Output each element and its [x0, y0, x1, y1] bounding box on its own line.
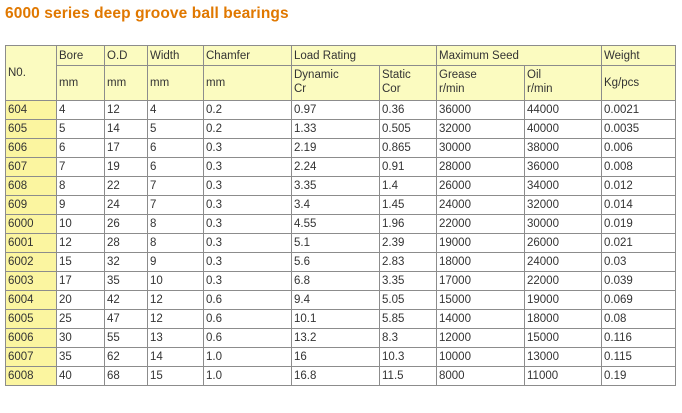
cell-dynamic: 4.55: [292, 215, 380, 234]
subheader-row: [6, 66, 676, 101]
cell-od: 42: [105, 291, 148, 310]
table-row: [6, 310, 676, 329]
cell-od: 26: [105, 215, 148, 234]
cell-bore: 8: [57, 177, 105, 196]
cell-no: 608: [6, 177, 57, 196]
cell-od: 14: [105, 120, 148, 139]
cell-width: 13: [148, 329, 204, 348]
cell-chamfer: 0.6: [204, 310, 292, 329]
cell-chamfer: 0.3: [204, 234, 292, 253]
cell-oil: 44000: [525, 101, 602, 120]
cell-chamfer: 0.2: [204, 120, 292, 139]
cell-bore: 20: [57, 291, 105, 310]
oil-header: [525, 66, 602, 101]
cell-grease: 14000: [437, 310, 525, 329]
cell-chamfer: 0.2: [204, 101, 292, 120]
cell-bore: 7: [57, 158, 105, 177]
col-header-chamfer: Chamfer: [204, 46, 292, 66]
col-header-od: O.D: [105, 46, 148, 66]
cell-width: 12: [148, 291, 204, 310]
cell-bore: 25: [57, 310, 105, 329]
table-row: [6, 120, 676, 139]
cell-chamfer: 0.3: [204, 158, 292, 177]
static-label: Static: [382, 69, 411, 81]
bore-unit: mm: [57, 66, 105, 101]
cell-chamfer: 0.3: [204, 139, 292, 158]
cell-od: 17: [105, 139, 148, 158]
cell-chamfer: 1.0: [204, 367, 292, 386]
cell-static: 0.91: [380, 158, 437, 177]
table-row: [6, 367, 676, 386]
cell-dynamic: 6.8: [292, 272, 380, 291]
cell-weight: 0.116: [602, 329, 676, 348]
cell-dynamic: 3.4: [292, 196, 380, 215]
cell-static: 5.85: [380, 310, 437, 329]
cell-bore: 6: [57, 139, 105, 158]
cell-dynamic: 16.8: [292, 367, 380, 386]
cell-weight: 0.08: [602, 310, 676, 329]
cell-grease: 12000: [437, 329, 525, 348]
cell-width: 12: [148, 310, 204, 329]
cell-chamfer: 0.3: [204, 272, 292, 291]
cell-chamfer: 0.3: [204, 177, 292, 196]
cell-no: 6003: [6, 272, 57, 291]
table-row: [6, 234, 676, 253]
cell-no: 6006: [6, 329, 57, 348]
cell-static: 0.865: [380, 139, 437, 158]
table-row: [6, 348, 676, 367]
col-header-max-speed: Maximum Seed: [437, 46, 602, 66]
cell-bore: 9: [57, 196, 105, 215]
table-row: [6, 177, 676, 196]
oil-unit: r/min: [527, 83, 553, 95]
cell-weight: 0.115: [602, 348, 676, 367]
cell-od: 35: [105, 272, 148, 291]
cell-width: 4: [148, 101, 204, 120]
cell-oil: 11000: [525, 367, 602, 386]
cell-static: 1.96: [380, 215, 437, 234]
cell-static: 5.05: [380, 291, 437, 310]
cell-dynamic: 3.35: [292, 177, 380, 196]
cell-oil: 36000: [525, 158, 602, 177]
cell-od: 62: [105, 348, 148, 367]
cell-grease: 36000: [437, 101, 525, 120]
cell-chamfer: 0.3: [204, 253, 292, 272]
cell-grease: 18000: [437, 253, 525, 272]
cell-weight: 0.014: [602, 196, 676, 215]
cell-od: 28: [105, 234, 148, 253]
table-row: [6, 215, 676, 234]
cell-oil: 34000: [525, 177, 602, 196]
grease-unit: r/min: [439, 83, 465, 95]
cell-grease: 26000: [437, 177, 525, 196]
cell-width: 10: [148, 272, 204, 291]
cell-no: 6001: [6, 234, 57, 253]
static-header: [380, 66, 437, 101]
cell-dynamic: 16: [292, 348, 380, 367]
cell-width: 5: [148, 120, 204, 139]
cell-dynamic: 0.97: [292, 101, 380, 120]
cell-dynamic: 2.19: [292, 139, 380, 158]
cell-weight: 0.006: [602, 139, 676, 158]
col-header-width: Width: [148, 46, 204, 66]
cell-bore: 40: [57, 367, 105, 386]
cell-static: 1.45: [380, 196, 437, 215]
cell-weight: 0.008: [602, 158, 676, 177]
dynamic-label: Dynamic: [294, 69, 339, 81]
cell-no: 6004: [6, 291, 57, 310]
table-row: [6, 101, 676, 120]
cell-oil: 38000: [525, 139, 602, 158]
cell-grease: 24000: [437, 196, 525, 215]
cell-width: 8: [148, 215, 204, 234]
cell-no: 605: [6, 120, 57, 139]
cell-bore: 15: [57, 253, 105, 272]
cell-width: 9: [148, 253, 204, 272]
cell-no: 604: [6, 101, 57, 120]
cell-od: 12: [105, 101, 148, 120]
cell-bore: 35: [57, 348, 105, 367]
cell-od: 24: [105, 196, 148, 215]
col-header-no: N0.: [6, 46, 57, 101]
cell-grease: 10000: [437, 348, 525, 367]
table-row: [6, 158, 676, 177]
cell-weight: 0.0035: [602, 120, 676, 139]
table-row: [6, 291, 676, 310]
cell-grease: 30000: [437, 139, 525, 158]
cell-dynamic: 5.1: [292, 234, 380, 253]
table-row: [6, 253, 676, 272]
cell-static: 8.3: [380, 329, 437, 348]
cell-dynamic: 5.6: [292, 253, 380, 272]
cell-od: 19: [105, 158, 148, 177]
cell-chamfer: 0.3: [204, 215, 292, 234]
cell-no: 6000: [6, 215, 57, 234]
cell-oil: 22000: [525, 272, 602, 291]
cell-no: 606: [6, 139, 57, 158]
chamfer-unit: mm: [204, 66, 292, 101]
dynamic-header: [292, 66, 380, 101]
cell-grease: 15000: [437, 291, 525, 310]
od-unit: mm: [105, 66, 148, 101]
cell-chamfer: 0.3: [204, 196, 292, 215]
cell-grease: 8000: [437, 367, 525, 386]
cell-dynamic: 9.4: [292, 291, 380, 310]
cell-grease: 19000: [437, 234, 525, 253]
cell-chamfer: 0.6: [204, 329, 292, 348]
cell-width: 8: [148, 234, 204, 253]
static-symbol: Cor: [382, 83, 401, 95]
cell-weight: 0.039: [602, 272, 676, 291]
cell-dynamic: 13.2: [292, 329, 380, 348]
width-unit: mm: [148, 66, 204, 101]
cell-oil: 15000: [525, 329, 602, 348]
cell-oil: 26000: [525, 234, 602, 253]
cell-no: 607: [6, 158, 57, 177]
cell-oil: 30000: [525, 215, 602, 234]
cell-oil: 13000: [525, 348, 602, 367]
cell-static: 11.5: [380, 367, 437, 386]
cell-od: 47: [105, 310, 148, 329]
cell-od: 55: [105, 329, 148, 348]
cell-width: 14: [148, 348, 204, 367]
cell-weight: 0.012: [602, 177, 676, 196]
cell-oil: 24000: [525, 253, 602, 272]
cell-bore: 10: [57, 215, 105, 234]
cell-od: 32: [105, 253, 148, 272]
cell-static: 0.505: [380, 120, 437, 139]
weight-unit: Kg/pcs: [602, 66, 676, 101]
grease-header: [437, 66, 525, 101]
cell-grease: 17000: [437, 272, 525, 291]
cell-bore: 30: [57, 329, 105, 348]
cell-bore: 17: [57, 272, 105, 291]
cell-width: 7: [148, 177, 204, 196]
table-row: [6, 139, 676, 158]
cell-dynamic: 2.24: [292, 158, 380, 177]
cell-weight: 0.03: [602, 253, 676, 272]
grease-label: Grease: [439, 69, 477, 81]
dynamic-symbol: Cr: [294, 83, 307, 95]
cell-width: 6: [148, 139, 204, 158]
cell-width: 7: [148, 196, 204, 215]
cell-static: 3.35: [380, 272, 437, 291]
table-row: [6, 329, 676, 348]
cell-grease: 32000: [437, 120, 525, 139]
page-title: 6000 series deep groove ball bearings: [5, 5, 289, 22]
cell-oil: 18000: [525, 310, 602, 329]
cell-weight: 0.021: [602, 234, 676, 253]
cell-no: 6005: [6, 310, 57, 329]
cell-weight: 0.19: [602, 367, 676, 386]
table-row: [6, 272, 676, 291]
cell-bore: 12: [57, 234, 105, 253]
cell-no: 6007: [6, 348, 57, 367]
table-row: [6, 196, 676, 215]
cell-bore: 5: [57, 120, 105, 139]
cell-dynamic: 1.33: [292, 120, 380, 139]
cell-weight: 0.069: [602, 291, 676, 310]
oil-label: Oil: [527, 69, 542, 81]
cell-weight: 0.0021: [602, 101, 676, 120]
cell-no: 6002: [6, 253, 57, 272]
cell-oil: 19000: [525, 291, 602, 310]
cell-grease: 28000: [437, 158, 525, 177]
cell-static: 2.39: [380, 234, 437, 253]
cell-od: 68: [105, 367, 148, 386]
cell-static: 0.36: [380, 101, 437, 120]
cell-static: 10.3: [380, 348, 437, 367]
cell-chamfer: 0.6: [204, 291, 292, 310]
cell-static: 1.4: [380, 177, 437, 196]
col-header-load-rating: Load Rating: [292, 46, 437, 66]
cell-od: 22: [105, 177, 148, 196]
cell-static: 2.83: [380, 253, 437, 272]
cell-chamfer: 1.0: [204, 348, 292, 367]
cell-dynamic: 10.1: [292, 310, 380, 329]
header-row: [6, 46, 676, 66]
cell-bore: 4: [57, 101, 105, 120]
cell-weight: 0.019: [602, 215, 676, 234]
col-header-weight: Weight: [602, 46, 676, 66]
cell-no: 6008: [6, 367, 57, 386]
cell-oil: 32000: [525, 196, 602, 215]
cell-grease: 22000: [437, 215, 525, 234]
cell-width: 6: [148, 158, 204, 177]
col-header-bore: Bore: [57, 46, 105, 66]
bearing-table: [5, 45, 676, 386]
cell-no: 609: [6, 196, 57, 215]
cell-oil: 40000: [525, 120, 602, 139]
cell-width: 15: [148, 367, 204, 386]
